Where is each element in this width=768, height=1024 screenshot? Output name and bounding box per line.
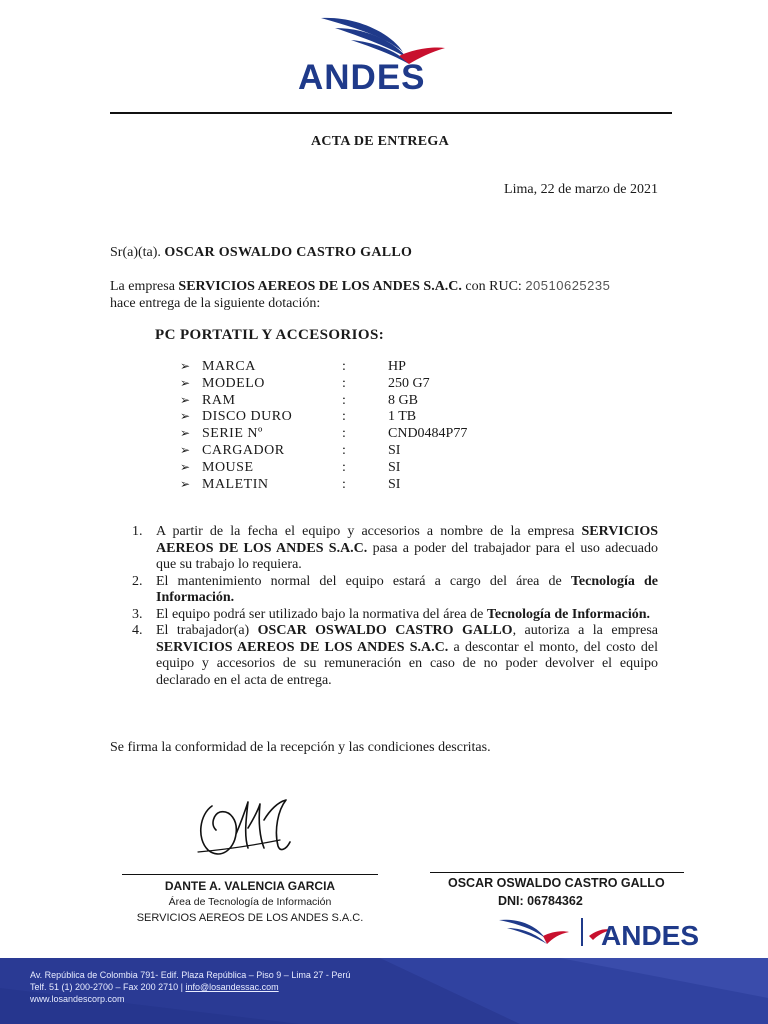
recipient-name: OSCAR OSWALDO CASTRO GALLO [164,245,413,260]
document-date: Lima, 22 de marzo de 2021 [504,182,658,197]
spec-value: 250 G7 [388,375,430,391]
term-company-name: SERVICIOS AEREOS DE LOS ANDES S.A.C. [156,639,449,655]
arrow-bullet-icon: ➢ [180,375,191,390]
spec-row [180,376,510,393]
signatory-left-area: Área de Tecnología de Información [168,896,332,908]
arrow-bullet-icon: ➢ [180,426,191,441]
term-item [128,623,658,689]
intro-text-2: con RUC: [465,279,522,294]
signatory-left [122,878,378,926]
term-text: El mantenimiento normal del equipo estará a cargo del área de [156,573,562,589]
spec-label: MODELO [202,375,265,391]
spec-value: SI [388,442,401,458]
term-number: 3. [132,606,143,622]
term-company-name: SERVICIOS AEREOS DE LOS ANDES S.A.C. [156,524,658,556]
footer-separator: | [180,982,186,992]
spec-row [180,443,510,460]
spec-row [180,426,510,443]
intro-text-3: hace entrega de la siguiente dotación: [110,296,321,311]
term-worker-name: OSCAR OSWALDO CASTRO GALLO [257,623,513,638]
spec-label: CARGADOR [202,442,285,458]
signatory-right-dni: DNI: 06784362 [498,894,583,908]
term-item [128,574,658,607]
footer-phone: Telf. 51 (1) 200-2700 – Fax 200 2710 [30,982,179,992]
term-number: 4. [132,623,143,638]
spec-value: 1 TB [388,409,417,425]
footer-email-link[interactable]: info@losandessac.com [185,982,279,992]
footer-contact [30,969,350,1005]
term-number: 2. [132,573,143,589]
spec-value: 8 GB [388,392,418,408]
term-text: a descontar el monto, del costo del equipo y accesorios de su remuneración en caso de no poder devolver el equipo declarado en el acta de entrega. [156,639,658,688]
spec-row [180,409,510,426]
spec-colon: : [342,375,346,391]
spec-label: RAM [202,392,236,408]
footer-website-link[interactable]: www.losandescorp.com [30,994,125,1004]
spec-label: SERIE Nº [202,426,263,442]
spec-row [180,393,510,410]
spec-colon: : [342,476,346,492]
andes-logo-text: ANDES [298,58,426,97]
arrow-bullet-icon: ➢ [180,359,191,373]
intro-paragraph [110,277,660,312]
term-text: pasa a poder del trabajador para el uso adecuado que su trabajo lo requiera. [156,540,658,572]
term-item [128,524,658,574]
handwritten-signature [190,790,300,865]
header-divider [110,112,672,114]
term-item [128,607,658,624]
spec-list [180,359,510,493]
arrow-bullet-icon: ➢ [180,442,191,457]
intro-text-1: La empresa [110,279,175,294]
term-text: El equipo podrá ser utilizado bajo la normativa del área de [156,606,484,622]
spec-label: MOUSE [202,459,254,475]
document-title: ACTA DE ENTREGA [310,134,450,149]
footer-address: Av. República de Colombia 791- Edif. Plaza República – Piso 9 – Lima 27 - Perú [30,970,351,980]
ruc-number: 20510625235 [525,278,611,293]
term-text: A partir de la fecha el equipo y accesorios a nombre de la empresa [156,524,575,539]
bird-wing-icon [499,920,545,938]
spec-label: DISCO DURO [202,409,293,425]
term-text: , autoriza a la empresa [512,623,658,638]
section-title: PC PORTATIL Y ACCESORIOS: [155,327,385,343]
spec-colon: : [342,442,346,458]
term-text: El trabajador(a) [156,623,250,638]
spec-label: MALETIN [202,476,269,492]
salutation [110,245,412,261]
spec-colon: : [342,392,346,408]
arrow-bullet-icon: ➢ [180,476,191,491]
spec-colon: : [342,459,346,475]
signatory-left-name: DANTE A. VALENCIA GARCIA [164,879,336,893]
spec-value: HP [388,359,406,374]
term-area-name: Tecnología de Información. [486,606,651,622]
company-name: SERVICIOS AEREOS DE LOS ANDES S.A.C. [178,279,462,294]
salutation-prefix: Sr(a)(ta). [110,245,161,260]
terms-list [128,524,658,689]
signatory-left-company: SERVICIOS AEREOS DE LOS ANDES S.A.C. [136,912,364,924]
signature-line-left [122,874,378,875]
spec-row [180,477,510,494]
arrow-bullet-icon: ➢ [180,409,191,424]
footer-phone-row [30,981,350,993]
arrow-bullet-icon: ➢ [180,459,191,474]
term-number: 1. [132,524,143,539]
signature-line-right [430,872,684,873]
signatory-right [430,874,684,910]
term-area-name: Tecnología de Información. [156,573,659,605]
arrow-bullet-icon: ➢ [180,392,191,407]
spec-label: MARCA [202,359,256,374]
closing-statement: Se firma la conformidad de la recepción y las condiciones descritas. [110,740,491,755]
spec-value: SI [388,476,401,492]
spec-colon: : [342,426,346,442]
spec-row [180,359,510,376]
andes-footer-logo [497,914,747,950]
spec-colon: : [342,359,346,374]
spec-colon: : [342,409,346,425]
spec-value: SI [388,459,401,475]
signatory-right-name: OSCAR OSWALDO CASTRO GALLO [448,876,665,890]
andes-footer-logo-text: ANDES [601,920,700,950]
spec-value: CND0484P77 [388,426,468,442]
spec-row [180,460,510,477]
